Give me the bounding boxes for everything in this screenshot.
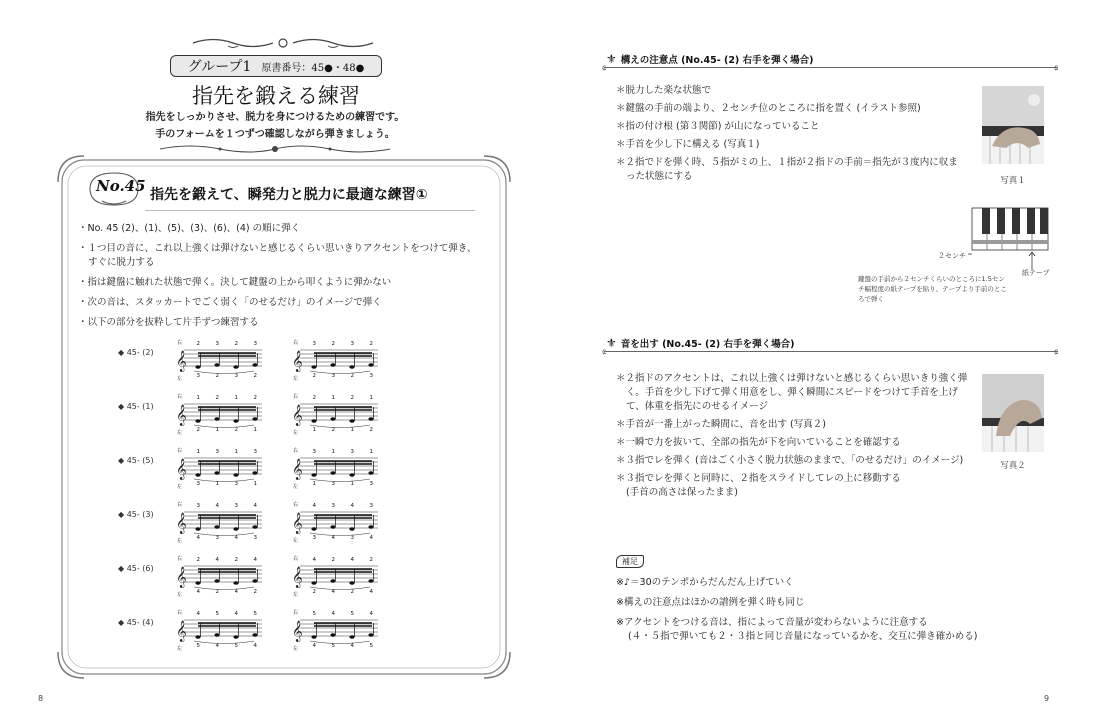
- curl-ornament-icon: ɕ: [1054, 347, 1059, 356]
- photo-2: [982, 374, 1044, 452]
- section-heading-sound-text: 音を出す (No.45- (2) 右手を弾く場合): [620, 339, 795, 350]
- intro-line-1: 指先をしっかりさせ、脱力を身につけるための練習です。: [145, 112, 405, 123]
- note-head: [252, 471, 257, 475]
- sound-notes: [616, 372, 968, 504]
- posture-note: ＊２指でドを弾く時、５指がミの上、１指が２指ドの手前＝指先が３度内に収まった状態にする: [616, 157, 958, 182]
- right-hand-mark: 右: [293, 502, 299, 508]
- left-hand-mark: 左: [177, 430, 183, 436]
- fingering-lower: 5: [196, 643, 200, 649]
- fingering-upper: 5: [253, 611, 257, 617]
- treble-clef-icon: 𝄞: [292, 513, 303, 534]
- fingering-lower: 1: [253, 427, 257, 433]
- fingering-upper: 2: [234, 557, 238, 563]
- exercise-instructions: [78, 222, 478, 336]
- fingering-upper: 4: [312, 503, 316, 509]
- treble-clef-icon: 𝄞: [176, 513, 187, 534]
- note-head: [368, 525, 373, 529]
- supplement-badge: 補足: [616, 555, 644, 568]
- fingering-lower: 2: [253, 589, 257, 595]
- photo-2-caption: 写真２: [1000, 461, 1026, 471]
- fingering-upper: 1: [369, 449, 373, 455]
- staff-row: [118, 552, 438, 606]
- fingering-upper: 4: [253, 503, 257, 509]
- fingering-lower: 1: [253, 481, 257, 487]
- note-head: [233, 527, 238, 531]
- fingering-lower: 2: [253, 373, 257, 379]
- fingering-upper: 1: [234, 395, 238, 401]
- page-number-right: 9: [1044, 694, 1050, 703]
- note-head: [311, 527, 316, 531]
- posture-notes: [616, 84, 966, 188]
- supplement-item-sub: (４・５指で弾いても２・３指と同じ音量になっているかを、交互に弾き確かめる): [628, 631, 978, 642]
- fingering-upper: 5: [215, 611, 219, 617]
- fingering-upper: 5: [312, 611, 316, 617]
- supplement-item: ※♪＝30のテンポからだんだん上げていく: [616, 577, 794, 588]
- section-rule: [604, 351, 1058, 352]
- exercise-number-badge: No.45: [96, 177, 146, 195]
- fingering-upper: 2: [350, 395, 354, 401]
- fingering-lower: 2: [312, 373, 316, 379]
- supplement-item-text: ※アクセントをつける音は、指によって音量が変わらないように注意する: [616, 617, 928, 628]
- staff-row-label: ◆ 45- (3): [118, 510, 154, 519]
- fingering-lower: 1: [312, 481, 316, 487]
- instruction-item: ・No. 45 (2)、(1)、(5)、(3)、(6)、(4) の順に弾く: [78, 223, 301, 234]
- fingering-upper: 3: [312, 449, 316, 455]
- treble-clef-icon: 𝄞: [292, 405, 303, 426]
- music-staff: [290, 498, 380, 544]
- intro-line-2: 手のフォームを１つずつ確認しながら弾きましょう。: [155, 129, 395, 140]
- posture-note: ＊手首を少し下に構える (写真１): [616, 139, 760, 150]
- fingering-upper: 3: [350, 341, 354, 347]
- right-hand-mark: 右: [293, 394, 299, 400]
- note-head: [233, 365, 238, 369]
- note-head: [330, 579, 335, 583]
- supplement-notes: [616, 576, 977, 650]
- exercise-title-rule: [145, 210, 475, 211]
- note-head: [214, 579, 219, 583]
- note-head: [214, 363, 219, 367]
- fingering-upper: 2: [312, 395, 316, 401]
- note-head: [233, 635, 238, 639]
- fingering-lower: 4: [234, 589, 238, 595]
- note-head: [252, 363, 257, 367]
- note-head: [195, 365, 200, 369]
- intro-text: [120, 109, 430, 143]
- note-head: [195, 635, 200, 639]
- group-original-numbers: 原書番号：45●・48●: [261, 62, 365, 74]
- left-hand-mark: 左: [293, 538, 299, 544]
- music-staff: [290, 390, 380, 436]
- fingering-lower: 1: [312, 427, 316, 433]
- page-title: 指先を鍛える練習: [192, 84, 360, 108]
- fingering-lower: 4: [369, 589, 373, 595]
- group-banner: [170, 55, 382, 77]
- fingering-upper: 3: [253, 341, 257, 347]
- fingering-lower: 5: [369, 643, 373, 649]
- note-head: [195, 473, 200, 477]
- treble-clef-icon: 𝄞: [292, 351, 303, 372]
- fingering-lower: 2: [331, 427, 335, 433]
- fingering-lower: 3: [253, 535, 257, 541]
- fingering-upper: 2: [369, 341, 373, 347]
- fingering-upper: 5: [350, 611, 354, 617]
- fingering-lower: 3: [234, 481, 238, 487]
- music-excerpts: [118, 336, 438, 660]
- fingering-lower: 4: [196, 535, 200, 541]
- fingering-lower: 3: [369, 373, 373, 379]
- fingering-lower: 3: [215, 535, 219, 541]
- fingering-lower: 3: [331, 481, 335, 487]
- fingering-upper: 2: [331, 341, 335, 347]
- fingering-upper: 4: [253, 557, 257, 563]
- fingering-lower: 2: [369, 427, 373, 433]
- note-head: [195, 527, 200, 531]
- section-rule: [604, 67, 1058, 68]
- fingering-lower: 4: [331, 535, 335, 541]
- right-hand-mark: 右: [177, 556, 183, 562]
- fingering-lower: 4: [350, 643, 354, 649]
- sound-note: ＊一瞬で力を抜いて、全部の指先が下を向いていることを確認する: [616, 437, 901, 448]
- section-heading-sound: [606, 336, 794, 350]
- slur: [194, 479, 254, 482]
- fingering-upper: 4: [234, 611, 238, 617]
- fingering-lower: 4: [234, 535, 238, 541]
- fleur-icon: ⚜: [606, 336, 617, 350]
- note-head: [330, 417, 335, 421]
- slur: [194, 641, 254, 644]
- fingering-upper: 4: [215, 503, 219, 509]
- note-head: [214, 417, 219, 421]
- sound-note: ＊３指でレを弾く (音はごく小さく脱力状態のままで、「のせるだけ」のイメージ): [616, 455, 964, 466]
- instruction-item: ・指は鍵盤に触れた状態で弾く。決して鍵盤の上から叩くように弾かない: [78, 277, 392, 288]
- music-staff: [174, 606, 264, 652]
- note-head: [252, 525, 257, 529]
- note-head: [214, 471, 219, 475]
- fingering-lower: 3: [331, 373, 335, 379]
- note-head: [330, 525, 335, 529]
- photo-1: [982, 86, 1044, 164]
- fingering-lower: 3: [196, 481, 200, 487]
- staff-row-label: ◆ 45- (5): [118, 456, 154, 465]
- keyboard-tape-illustration: [900, 206, 1050, 276]
- slur: [194, 533, 254, 536]
- fingering-upper: 4: [196, 611, 200, 617]
- slur: [194, 587, 254, 590]
- music-staff: [174, 552, 264, 598]
- photo-1-caption: 写真１: [1000, 176, 1026, 186]
- treble-clef-icon: 𝄞: [292, 567, 303, 588]
- note-head: [195, 419, 200, 423]
- fingering-upper: 2: [331, 557, 335, 563]
- music-staff: [290, 336, 380, 382]
- sound-note: ＊手首が一番上がった瞬間に、音を出す (写真２): [616, 419, 826, 430]
- left-hand-mark: 左: [293, 484, 299, 490]
- note-head: [349, 419, 354, 423]
- fingering-upper: 4: [350, 557, 354, 563]
- instruction-item: ・１つ目の音に、これ以上強くは弾けないと感じるくらい思いきりアクセントをつけて弾き、すぐに脱力する: [78, 243, 477, 268]
- fingering-upper: 2: [196, 557, 200, 563]
- note-head: [349, 635, 354, 639]
- treble-clef-icon: 𝄞: [176, 405, 187, 426]
- right-hand-mark: 右: [293, 610, 299, 616]
- fingering-upper: 4: [312, 557, 316, 563]
- fingering-upper: 3: [215, 341, 219, 347]
- fingering-lower: 2: [196, 427, 200, 433]
- fingering-lower: 2: [215, 589, 219, 595]
- fingering-lower: 4: [369, 535, 373, 541]
- treble-clef-icon: 𝄞: [176, 567, 187, 588]
- treble-clef-icon: 𝄞: [176, 351, 187, 372]
- right-hand-mark: 右: [177, 340, 183, 346]
- note-head: [368, 417, 373, 421]
- fingering-upper: 3: [253, 449, 257, 455]
- ornament-top: [188, 36, 378, 50]
- fingering-upper: 3: [234, 503, 238, 509]
- right-hand-mark: 右: [177, 448, 183, 454]
- note-head: [233, 473, 238, 477]
- fingering-lower: 3: [234, 373, 238, 379]
- note-head: [349, 527, 354, 531]
- group-label: グループ1: [187, 59, 252, 75]
- staff-row: [118, 390, 438, 444]
- right-hand-mark: 右: [177, 610, 183, 616]
- illustration-label-2cm: ２センチ: [938, 252, 966, 260]
- note-head: [368, 633, 373, 637]
- staff-row: [118, 606, 438, 660]
- note-head: [252, 417, 257, 421]
- slur: [310, 587, 370, 590]
- fingering-lower: 3: [312, 535, 316, 541]
- treble-clef-icon: 𝄞: [292, 459, 303, 480]
- note-head: [252, 633, 257, 637]
- fingering-lower: 3: [196, 373, 200, 379]
- illustration-label-tape: 紙テープ: [1022, 269, 1050, 277]
- instruction-item: ・次の音は、スタッカートでごく弱く「のせるだけ」のイメージで弾く: [78, 297, 382, 308]
- fingering-lower: 3: [369, 481, 373, 487]
- posture-note: ＊鍵盤の手前の端より、２センチ位のところに指を置く (イラスト参照): [616, 103, 921, 114]
- fingering-upper: 4: [369, 611, 373, 617]
- music-staff: [290, 552, 380, 598]
- note-head: [349, 581, 354, 585]
- left-hand-mark: 左: [177, 376, 183, 382]
- sound-note: ＊２指ドのアクセントは、これ以上強くは弾けないと感じるくらい思いきり強く弾く。手首を少し下げて弾く用意をし、弾く瞬間にスピードをつけて手首を上げて、体重を指先にのせるイメージ: [616, 373, 968, 412]
- music-staff: [174, 498, 264, 544]
- slur: [194, 425, 254, 428]
- fingering-lower: 4: [196, 589, 200, 595]
- right-hand-mark: 右: [293, 448, 299, 454]
- note-head: [311, 473, 316, 477]
- fingering-upper: 3: [196, 503, 200, 509]
- slur: [310, 641, 370, 644]
- fingering-lower: 2: [350, 373, 354, 379]
- fingering-upper: 1: [234, 449, 238, 455]
- left-hand-mark: 左: [177, 538, 183, 544]
- note-head: [330, 633, 335, 637]
- note-head: [233, 419, 238, 423]
- fingering-lower: 4: [331, 589, 335, 595]
- instruction-item: ・以下の部分を抜粋して片手ずつ練習する: [78, 317, 259, 328]
- slur: [310, 533, 370, 536]
- fingering-upper: 3: [312, 341, 316, 347]
- fingering-lower: 2: [350, 589, 354, 595]
- slur: [310, 371, 370, 374]
- note-head: [252, 579, 257, 583]
- fingering-upper: 3: [350, 449, 354, 455]
- staff-row-label: ◆ 45- (2): [118, 348, 154, 357]
- note-head: [349, 473, 354, 477]
- note-head: [349, 365, 354, 369]
- fingering-upper: 4: [350, 503, 354, 509]
- note-head: [330, 363, 335, 367]
- fingering-upper: 1: [196, 449, 200, 455]
- staff-row: [118, 498, 438, 552]
- note-head: [195, 581, 200, 585]
- fleur-icon: ⚜: [606, 52, 617, 66]
- note-head: [330, 471, 335, 475]
- fingering-lower: 4: [253, 643, 257, 649]
- note-head: [311, 365, 316, 369]
- note-head: [311, 419, 316, 423]
- music-staff: [290, 606, 380, 652]
- fingering-lower: 1: [215, 427, 219, 433]
- fingering-lower: 1: [350, 481, 354, 487]
- fingering-lower: 2: [215, 373, 219, 379]
- fingering-lower: 4: [215, 643, 219, 649]
- left-hand-mark: 左: [293, 592, 299, 598]
- section-heading-posture: [606, 52, 813, 66]
- fingering-upper: 1: [331, 395, 335, 401]
- posture-note: ＊脱力した楽な状態で: [616, 85, 712, 96]
- left-hand-mark: 左: [177, 592, 183, 598]
- note-head: [233, 581, 238, 585]
- note-head: [368, 579, 373, 583]
- staff-row-label: ◆ 45- (6): [118, 564, 154, 573]
- fingering-upper: 2: [369, 557, 373, 563]
- left-hand-mark: 左: [293, 646, 299, 652]
- note-head: [214, 525, 219, 529]
- page-number-left: 8: [38, 694, 44, 703]
- fingering-upper: 1: [369, 395, 373, 401]
- fingering-upper: 2: [196, 341, 200, 347]
- fingering-upper: 2: [234, 341, 238, 347]
- right-hand-mark: 右: [177, 502, 183, 508]
- left-hand-mark: 左: [177, 484, 183, 490]
- fingering-upper: 1: [196, 395, 200, 401]
- fingering-upper: 1: [331, 449, 335, 455]
- section-heading-posture-text: 構えの注意点 (No.45- (2) 右手を弾く場合): [620, 55, 814, 66]
- fingering-lower: 4: [312, 643, 316, 649]
- fingering-upper: 3: [331, 503, 335, 509]
- curl-ornament-icon: ɕ: [602, 347, 607, 356]
- curl-ornament-icon: ɕ: [602, 63, 607, 72]
- slur: [310, 479, 370, 482]
- fingering-lower: 2: [234, 427, 238, 433]
- left-hand-mark: 左: [293, 376, 299, 382]
- note-head: [311, 581, 316, 585]
- treble-clef-icon: 𝄞: [176, 459, 187, 480]
- treble-clef-icon: 𝄞: [292, 621, 303, 642]
- curl-ornament-icon: ɕ: [1054, 63, 1059, 72]
- note-head: [368, 363, 373, 367]
- fingering-lower: 1: [350, 427, 354, 433]
- supplement-item: ※構えの注意点はほかの譜例を弾く時も同じ: [616, 597, 805, 608]
- staff-row-label: ◆ 45- (4): [118, 618, 154, 627]
- slur: [310, 425, 370, 428]
- fingering-upper: 3: [369, 503, 373, 509]
- sound-note-indent: (手首の高さは保ったまま): [626, 487, 738, 498]
- fingering-lower: 5: [234, 643, 238, 649]
- slur: [194, 371, 254, 374]
- fingering-upper: 2: [215, 395, 219, 401]
- fingering-lower: 5: [331, 643, 335, 649]
- fingering-upper: 3: [215, 449, 219, 455]
- music-staff: [290, 444, 380, 490]
- illustration-caption: 鍵盤の手前から２センチくらいのところに1.5センチ幅程度の紙テープを貼り、テープより手前のところで弾く: [858, 275, 1007, 303]
- treble-clef-icon: 𝄞: [176, 621, 187, 642]
- right-hand-mark: 右: [177, 394, 183, 400]
- fingering-upper: 2: [253, 395, 257, 401]
- music-staff: [174, 444, 264, 490]
- fingering-lower: 1: [215, 481, 219, 487]
- left-hand-mark: 左: [293, 430, 299, 436]
- right-hand-mark: 右: [293, 340, 299, 346]
- supplement-item: [616, 616, 977, 644]
- staff-row-label: ◆ 45- (1): [118, 402, 154, 411]
- sound-note-text: ＊３指でレを弾くと同時に、２指をスライドしてレの上に移動する: [616, 473, 901, 484]
- fingering-upper: 4: [331, 611, 335, 617]
- staff-row: [118, 444, 438, 498]
- posture-note: ＊指の付け根 (第３関節) が山になっていること: [616, 121, 820, 132]
- exercise-title: 指先を鍛えて、瞬発力と脱力に最適な練習①: [150, 187, 428, 203]
- note-head: [214, 633, 219, 637]
- left-hand-mark: 左: [177, 646, 183, 652]
- sound-note: [616, 472, 968, 500]
- staff-row: [118, 336, 438, 390]
- fingering-upper: 4: [215, 557, 219, 563]
- music-staff: [174, 390, 264, 436]
- fingering-lower: 2: [312, 589, 316, 595]
- right-hand-mark: 右: [293, 556, 299, 562]
- note-head: [368, 471, 373, 475]
- fingering-lower: 3: [350, 535, 354, 541]
- note-head: [311, 635, 316, 639]
- music-staff: [174, 336, 264, 382]
